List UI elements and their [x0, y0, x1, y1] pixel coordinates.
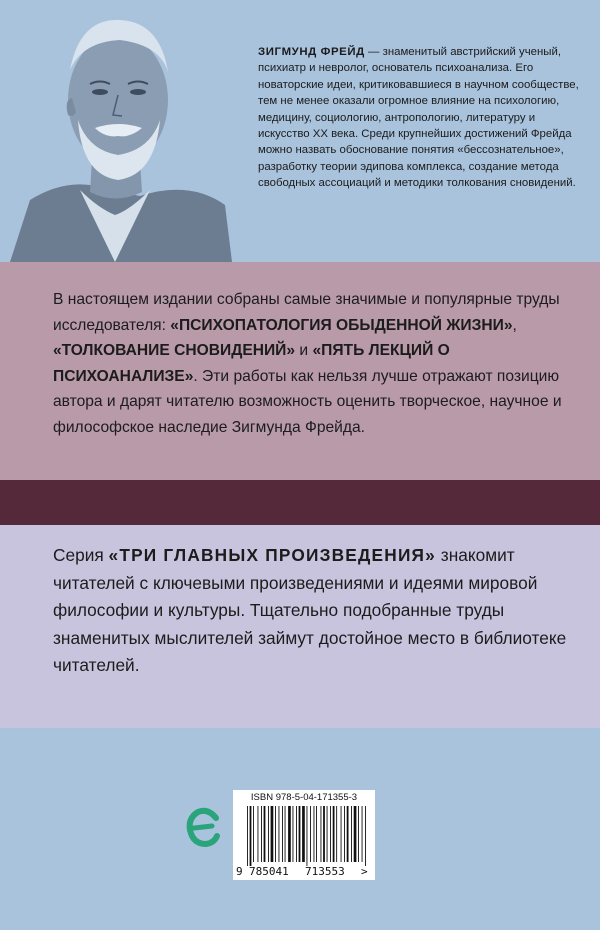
edition-outro: . Эти работы как нельзя лучше отражают позицию автора и дарят читателю возможность оценить творческое, научное и философское наследие Зигмунда Фрейда.	[53, 367, 562, 436]
author-name: ЗИГМУНД ФРЕЙД	[258, 46, 365, 58]
isbn-arrow: >	[361, 865, 368, 878]
separator: и	[295, 342, 313, 360]
series-name: «ТРИ ГЛАВНЫХ ПРОИЗВЕДЕНИЯ»	[108, 545, 436, 565]
work-title-1: «ПСИХОПАТОЛОГИЯ ОБЫДЕННОЙ ЖИЗНИ»	[170, 316, 513, 334]
series-description	[53, 542, 573, 680]
separator: ,	[512, 316, 517, 334]
isbn-label: ISBN 978-5-04-171355-3	[250, 792, 358, 803]
isbn-digit-lead: 9	[236, 865, 243, 878]
barcode	[233, 790, 375, 880]
publisher-logo-icon	[186, 806, 220, 848]
series-prefix: Серия	[53, 545, 109, 565]
work-title-3: «ПЯТЬ ЛЕКЦИЙ О ПСИХОАНАЛИЗЕ»	[53, 342, 450, 385]
author-portrait	[0, 0, 232, 262]
author-bio	[258, 44, 584, 192]
author-bio-text: — знаменитый австрийский ученый, психиатр и невролог, основатель психоанализа. Его новаторские идеи, критиковавшиеся в научном сообществе, тем не менее оказали огромное влияние на психологию, медицину, социологию, антропологию, литературу и искусство XX века. Среди крупнейших достижений Фрейда можно назвать обоснование понятия «бессознательное», разработку теории эдипова комплекса, создание метода свободных ассоциаций и методики толкования сновидений.	[258, 46, 579, 190]
edition-description	[53, 287, 573, 441]
edition-intro: В настоящем издании собраны самые значимые и популярные труды исследователя:	[53, 291, 560, 334]
isbn-digits-left: 785041	[249, 865, 289, 878]
work-title-2: «ТОЛКОВАНИЕ СНОВИДЕНИЙ»	[53, 342, 296, 360]
isbn-digits-right: 713553	[305, 865, 345, 878]
series-text: знакомит читателей с ключевыми произведениями и идеями мировой философии и культуры. Тщательно подобранные труды знаменитых мыслителей займут достойное место в библиотеке читателей.	[53, 545, 567, 675]
divider-band	[0, 480, 600, 525]
